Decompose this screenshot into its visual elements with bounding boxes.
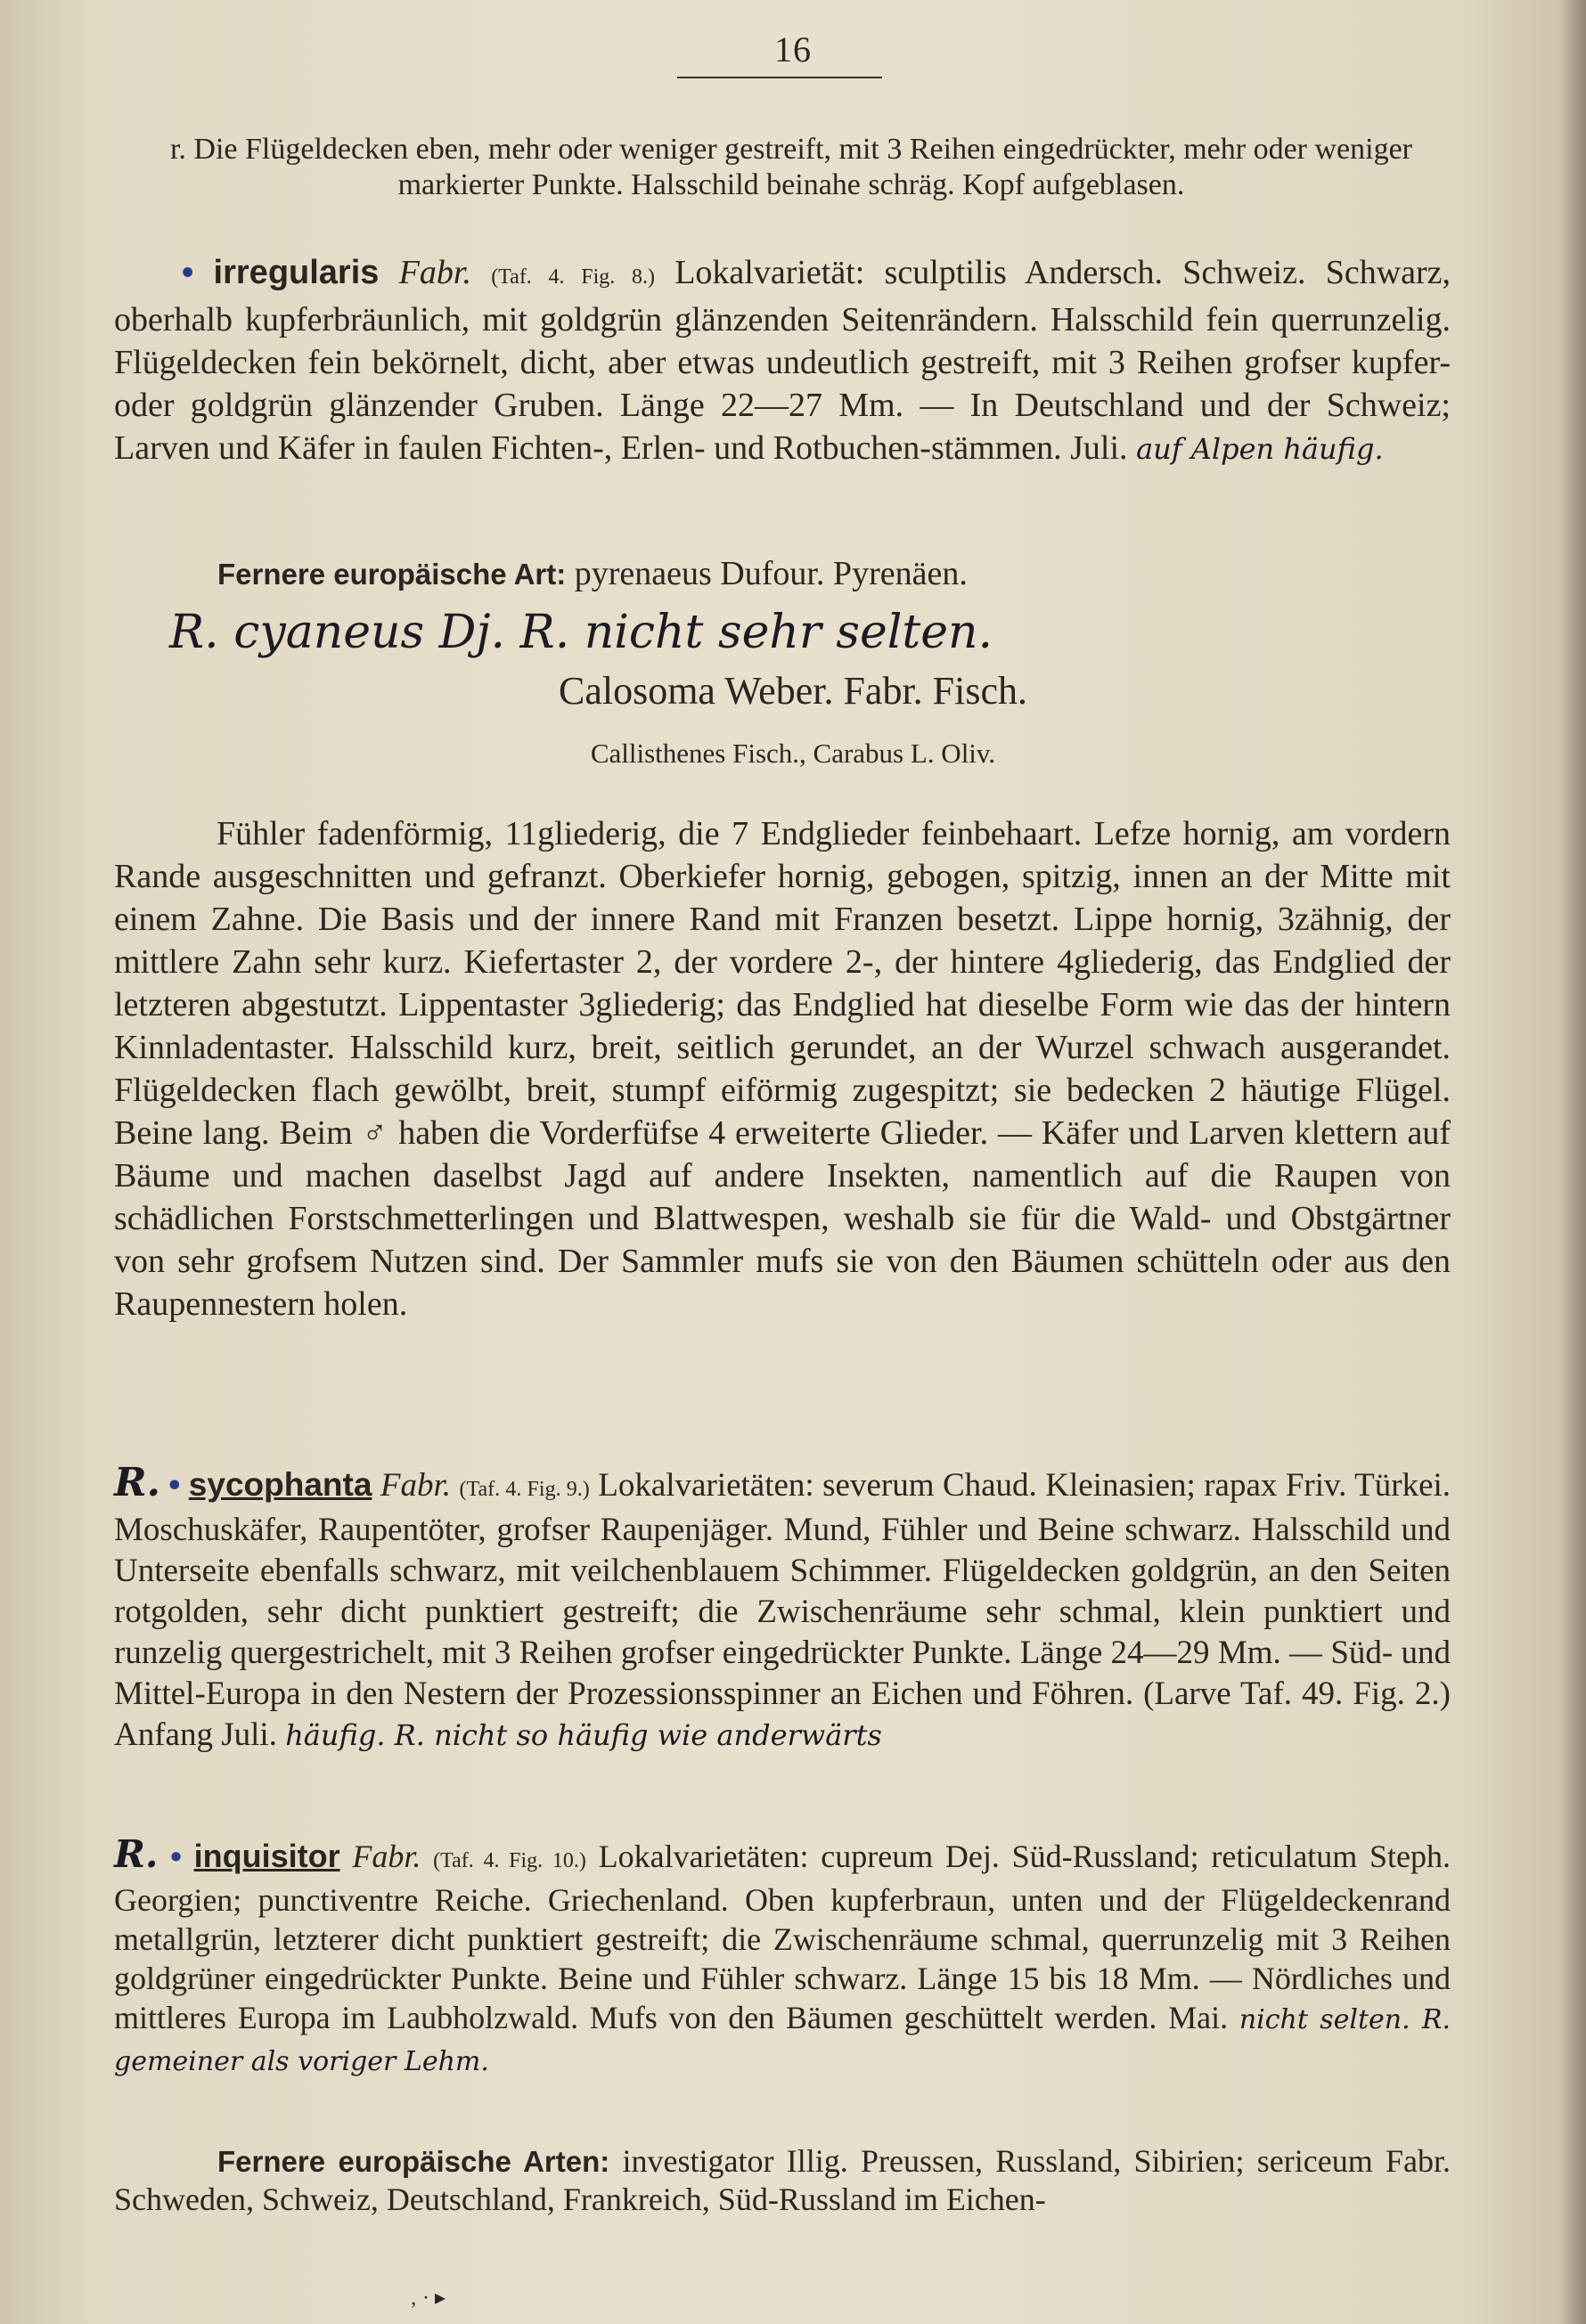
paragraph-r: r. Die Flügeldecken eben, mehr oder weniger gestreift, mit 3 Reihen eingedrückter, mehr oder weniger markierter Punkte. Halsschild beinahe schräg. Kopf aufgeblasen. [169, 133, 1413, 201]
bullet-mark: • [168, 1466, 181, 1503]
handwritten-r-mark: R. [114, 1460, 160, 1505]
species-description: Lokalvarietäten: severum Chaud. Kleinasien; rapax Friv. Türkei. Moschuskäfer, Raupentöter, grofser Raupenjäger. Mund, Fühler und Beine schwarz. Halsschild und Unterseite ebenfalls schwarz, mit veilchenblauem Schimmer. Flügeldecken goldgrün, an den Seiten rotgolden, sehr dicht punktiert gestreift; die Zwischenräume sehr schmal, klein punktiert und runzelig quergestrichelt, mit 3 Reihen grofser eingedrückter Punkte. Länge 24—29 Mm. — Süd- und Mittel-Europa in den Nestern der Prozessionsspinner an Eichen und Föhren. (Larve Taf. 49. Fig. 2.) Anfang Juli. [114, 1467, 1451, 1753]
species-name: sycophanta [188, 1466, 372, 1503]
further-text: investigator Illig. Preussen, Russland, Sibirien; sericeum Fabr. Schweden, Schweiz, Deutschland, Frankreich, Süd-Russland im Eichen- [114, 2143, 1451, 2217]
page-number-rule [677, 77, 882, 78]
plate-reference: (Taf. 4. Fig. 8.) [491, 265, 655, 289]
further-text: pyrenaeus Dufour. Pyrenäen. [574, 555, 968, 592]
handwritten-note: auf Alpen häufig. [1136, 432, 1384, 466]
further-species-2 [114, 2142, 1451, 2218]
genus-title: Calosoma Weber. Fabr. Fisch. [558, 669, 1028, 713]
plate-reference: (Taf. 4. Fig. 10.) [433, 1849, 586, 1872]
species-name: inquisitor [193, 1838, 340, 1874]
handwritten-r-mark: R. [114, 1832, 159, 1876]
footer-mark: ‚ · ▸ [410, 2287, 446, 2310]
genus-description: Fühler fadenförmig, 11gliederig, die 7 Endglieder feinbehaart. Lefze hornig, am vordern Rande ausgeschnitten und gefranzt. Oberkiefer hornig, gebogen, spitzig, innen an der Mitte mit einem Zahne. Die Basis und der innere Rand mit Franzen besetzt. Lippe hornig, 3zähnig, der mittlere Zahn sehr kurz. Kiefertaster 2, der vordere 2-, der hintere 4gliederig, das Endglied der letzteren abgestutzt. Lippentaster 3gliederig; das Endglied hat dieselbe Form wie das der hintern Kinnladentaster. Halsschild kurz, breit, seitlich gerundet, an der Wurzel schwach ausgerandet. Flügeldecken flach gewölbt, breit, stumpf eiförmig zugespitzt; sie bedecken 2 häutige Flügel. Beine lang. Beim ♂ haben die Vorderfüfse 4 erweiterte Glieder. — Käfer und Larven klettern auf Bäume und machen daselbst Jagd auf andere Insekten, namentlich auf die Raupen von schädlichen Forstschmetterlingen und Blattwespen, weshalb sie für die Wald- und Obstgärtner von sehr grofsem Nutzen sind. Der Sammler mufs sie von den Bäumen schütteln oder aus den Raupennestern holen. [114, 815, 1451, 1323]
further-label: Fernere europäische Arten: [217, 2145, 610, 2178]
bullet-mark: • [182, 254, 194, 291]
species-sycophanta [114, 1460, 1451, 1756]
further-species-1 [114, 552, 1451, 596]
handwritten-note: nicht selten. R. gemeiner als voriger Lehm. [114, 2004, 1451, 2077]
species-author: Fabr. [352, 1839, 421, 1874]
species-description: Lokalvarietät: sculptilis Andersch. Schweiz. Schwarz, oberhalb kupferbräunlich, mit goldgrün glänzenden Seitenrändern. Halsschild fein querrunzelig. Flügeldecken fein bekörnelt, dicht, aber etwas undeutlich gestreift, mit 3 Reihen grofser kupfer- oder goldgrün glänzender Gruben. Länge 22—27 Mm. — In Deutschland und der Schweiz; Larven und Käfer in faulen Fichten-, Erlen- und Rotbuchen-stämmen. Juli. [114, 254, 1451, 467]
plate-reference: (Taf. 4. Fig. 9.) [459, 1478, 590, 1501]
species-description: Lokalvarietäten: cupreum Dej. Süd-Russland; reticulatum Steph. Georgien; punctiventre Reiche. Griechenland. Oben kupferbraun, unten und der Flügeldeckenrand metallgrün, letzterer dicht punktiert gestreift; die Zwischenräume schmal, querrunzelig mit 3 Reihen goldgrüner eingedrückter Punkte. Beine und Fühler schwarz. Länge 15 bis 18 Mm. — Nördliches und mittleres Europa im Laubholzwald. Mufs von den Bäumen geschüttelt werden. Mai. [114, 1839, 1451, 2035]
page-number: 16 [774, 29, 812, 69]
handwritten-note: häufig. R. nicht so häufig wie anderwärts [285, 1718, 882, 1752]
species-name: irregularis [213, 254, 380, 291]
bullet-mark: • [170, 1838, 182, 1874]
handwritten-cyaneus-note: R. cyaneus Dj. R. nicht sehr selten. [169, 606, 993, 659]
species-author: Fabr. [380, 1467, 452, 1504]
species-inquisitor [114, 1832, 1451, 2082]
genus-synonyms: Callisthenes Fisch., Carabus L. Oliv. [590, 738, 996, 769]
further-label: Fernere europäische Art: [217, 558, 567, 591]
species-author: Fabr. [398, 254, 471, 291]
species-irregularis [114, 251, 1451, 470]
